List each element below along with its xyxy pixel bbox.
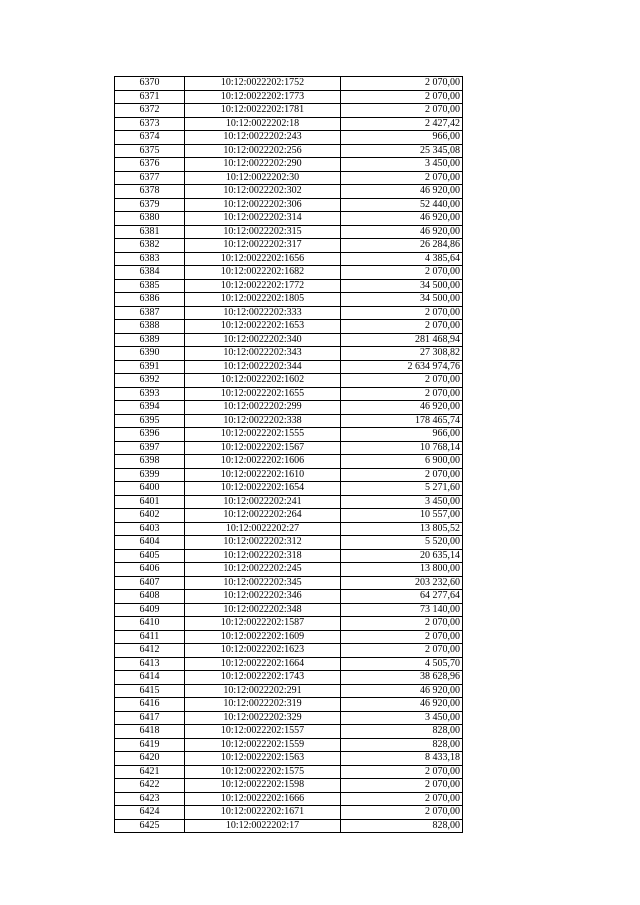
cadastral-number-cell: 10:12:0022202:1805 (185, 293, 341, 307)
amount-cell: 828,00 (341, 738, 463, 752)
row-number-cell: 6401 (115, 495, 185, 509)
row-number-cell: 6419 (115, 738, 185, 752)
cadastral-number-cell: 10:12:0022202:1555 (185, 428, 341, 442)
table-row (115, 252, 463, 266)
row-number-cell: 6400 (115, 482, 185, 496)
row-number-cell: 6410 (115, 617, 185, 631)
cadastral-number-cell: 10:12:0022202:314 (185, 212, 341, 226)
row-number-cell: 6395 (115, 414, 185, 428)
cadastral-number-cell: 10:12:0022202:1752 (185, 77, 341, 91)
cadastral-number-cell: 10:12:0022202:333 (185, 306, 341, 320)
row-number-cell: 6372 (115, 104, 185, 118)
table-row (115, 792, 463, 806)
cadastral-number-cell: 10:12:0022202:344 (185, 360, 341, 374)
table-row (115, 806, 463, 820)
cadastral-number-cell: 10:12:0022202:1567 (185, 441, 341, 455)
amount-cell: 966,00 (341, 131, 463, 145)
cadastral-number-cell: 10:12:0022202:1610 (185, 468, 341, 482)
table-row (115, 590, 463, 604)
cadastral-number-cell: 10:12:0022202:17 (185, 819, 341, 833)
cadastral-number-cell: 10:12:0022202:338 (185, 414, 341, 428)
cadastral-number-cell: 10:12:0022202:1559 (185, 738, 341, 752)
cadastral-number-cell: 10:12:0022202:1671 (185, 806, 341, 820)
table-row (115, 131, 463, 145)
cadastral-number-cell: 10:12:0022202:1772 (185, 279, 341, 293)
cadastral-number-cell: 10:12:0022202:343 (185, 347, 341, 361)
amount-cell: 2 070,00 (341, 104, 463, 118)
row-number-cell: 6402 (115, 509, 185, 523)
cadastral-number-cell: 10:12:0022202:1598 (185, 779, 341, 793)
amount-cell: 966,00 (341, 428, 463, 442)
cadastral-number-cell: 10:12:0022202:312 (185, 536, 341, 550)
amount-cell: 5 520,00 (341, 536, 463, 550)
table-row (115, 158, 463, 172)
amount-cell: 2 070,00 (341, 806, 463, 820)
table-row (115, 819, 463, 833)
cadastral-number-cell: 10:12:0022202:317 (185, 239, 341, 253)
amount-cell: 4 385,64 (341, 252, 463, 266)
row-number-cell: 6389 (115, 333, 185, 347)
amount-cell: 13 800,00 (341, 563, 463, 577)
cadastral-number-cell: 10:12:0022202:1682 (185, 266, 341, 280)
amount-cell: 2 070,00 (341, 90, 463, 104)
row-number-cell: 6388 (115, 320, 185, 334)
table-row (115, 185, 463, 199)
table-row (115, 77, 463, 91)
cadastral-number-cell: 10:12:0022202:346 (185, 590, 341, 604)
cadastral-number-cell: 10:12:0022202:290 (185, 158, 341, 172)
cadastral-number-cell: 10:12:0022202:348 (185, 603, 341, 617)
amount-cell: 6 900,00 (341, 455, 463, 469)
table-row (115, 441, 463, 455)
cadastral-number-cell: 10:12:0022202:299 (185, 401, 341, 415)
cadastral-number-cell: 10:12:0022202:1609 (185, 630, 341, 644)
cadastral-number-cell: 10:12:0022202:1664 (185, 657, 341, 671)
amount-cell: 5 271,60 (341, 482, 463, 496)
row-number-cell: 6417 (115, 711, 185, 725)
row-number-cell: 6413 (115, 657, 185, 671)
amount-cell: 34 500,00 (341, 279, 463, 293)
cadastral-number-cell: 10:12:0022202:319 (185, 698, 341, 712)
amount-cell: 64 277,64 (341, 590, 463, 604)
cadastral-number-cell: 10:12:0022202:345 (185, 576, 341, 590)
amount-cell: 2 070,00 (341, 306, 463, 320)
cadastral-number-cell: 10:12:0022202:1653 (185, 320, 341, 334)
cadastral-number-cell: 10:12:0022202:1666 (185, 792, 341, 806)
amount-cell: 52 440,00 (341, 198, 463, 212)
amount-cell: 3 450,00 (341, 158, 463, 172)
cadastral-number-cell: 10:12:0022202:18 (185, 117, 341, 131)
amount-cell: 13 805,52 (341, 522, 463, 536)
table-row (115, 684, 463, 698)
table-row (115, 360, 463, 374)
table-row (115, 468, 463, 482)
row-number-cell: 6380 (115, 212, 185, 226)
row-number-cell: 6379 (115, 198, 185, 212)
row-number-cell: 6391 (115, 360, 185, 374)
table-row (115, 725, 463, 739)
row-number-cell: 6418 (115, 725, 185, 739)
amount-cell: 2 070,00 (341, 630, 463, 644)
cadastral-number-cell: 10:12:0022202:1781 (185, 104, 341, 118)
row-number-cell: 6399 (115, 468, 185, 482)
row-number-cell: 6408 (115, 590, 185, 604)
row-number-cell: 6403 (115, 522, 185, 536)
row-number-cell: 6384 (115, 266, 185, 280)
row-number-cell: 6415 (115, 684, 185, 698)
table-row (115, 333, 463, 347)
amount-cell: 46 920,00 (341, 225, 463, 239)
amount-cell: 27 308,82 (341, 347, 463, 361)
table-body (115, 77, 463, 833)
row-number-cell: 6394 (115, 401, 185, 415)
row-number-cell: 6398 (115, 455, 185, 469)
table-row (115, 117, 463, 131)
row-number-cell: 6378 (115, 185, 185, 199)
table-row (115, 617, 463, 631)
cadastral-number-cell: 10:12:0022202:329 (185, 711, 341, 725)
row-number-cell: 6387 (115, 306, 185, 320)
table-row (115, 401, 463, 415)
amount-cell: 26 284,86 (341, 239, 463, 253)
row-number-cell: 6385 (115, 279, 185, 293)
amount-cell: 2 070,00 (341, 387, 463, 401)
amount-cell: 828,00 (341, 725, 463, 739)
table-row (115, 657, 463, 671)
row-number-cell: 6425 (115, 819, 185, 833)
amount-cell: 2 070,00 (341, 374, 463, 388)
table-row (115, 549, 463, 563)
amount-cell: 2 070,00 (341, 320, 463, 334)
row-number-cell: 6393 (115, 387, 185, 401)
row-number-cell: 6411 (115, 630, 185, 644)
amount-cell: 2 070,00 (341, 171, 463, 185)
row-number-cell: 6377 (115, 171, 185, 185)
amount-cell: 828,00 (341, 819, 463, 833)
data-table (114, 76, 463, 833)
table-row (115, 738, 463, 752)
table-row (115, 522, 463, 536)
row-number-cell: 6404 (115, 536, 185, 550)
row-number-cell: 6392 (115, 374, 185, 388)
cadastral-number-cell: 10:12:0022202:315 (185, 225, 341, 239)
cadastral-number-cell: 10:12:0022202:1563 (185, 752, 341, 766)
amount-cell: 46 920,00 (341, 401, 463, 415)
amount-cell: 10 557,00 (341, 509, 463, 523)
amount-cell: 2 070,00 (341, 779, 463, 793)
table-row (115, 536, 463, 550)
amount-cell: 46 920,00 (341, 185, 463, 199)
amount-cell: 46 920,00 (341, 698, 463, 712)
row-number-cell: 6416 (115, 698, 185, 712)
cadastral-number-cell: 10:12:0022202:1575 (185, 765, 341, 779)
cadastral-number-cell: 10:12:0022202:1602 (185, 374, 341, 388)
cadastral-number-cell: 10:12:0022202:241 (185, 495, 341, 509)
table-row (115, 576, 463, 590)
amount-cell: 2 070,00 (341, 792, 463, 806)
table-row (115, 711, 463, 725)
row-number-cell: 6396 (115, 428, 185, 442)
cadastral-number-cell: 10:12:0022202:1623 (185, 644, 341, 658)
row-number-cell: 6422 (115, 779, 185, 793)
amount-cell: 46 920,00 (341, 212, 463, 226)
row-number-cell: 6397 (115, 441, 185, 455)
table-row (115, 225, 463, 239)
table-row (115, 144, 463, 158)
amount-cell: 34 500,00 (341, 293, 463, 307)
row-number-cell: 6390 (115, 347, 185, 361)
row-number-cell: 6374 (115, 131, 185, 145)
row-number-cell: 6405 (115, 549, 185, 563)
table-row (115, 698, 463, 712)
amount-cell: 281 468,94 (341, 333, 463, 347)
table-row (115, 198, 463, 212)
row-number-cell: 6370 (115, 77, 185, 91)
cadastral-number-cell: 10:12:0022202:1587 (185, 617, 341, 631)
cadastral-number-cell: 10:12:0022202:27 (185, 522, 341, 536)
amount-cell: 8 433,18 (341, 752, 463, 766)
table-row (115, 428, 463, 442)
cadastral-number-cell: 10:12:0022202:302 (185, 185, 341, 199)
amount-cell: 3 450,00 (341, 495, 463, 509)
table-row (115, 671, 463, 685)
row-number-cell: 6381 (115, 225, 185, 239)
amount-cell: 46 920,00 (341, 684, 463, 698)
amount-cell: 2 070,00 (341, 468, 463, 482)
table-row (115, 495, 463, 509)
cadastral-number-cell: 10:12:0022202:340 (185, 333, 341, 347)
amount-cell: 73 140,00 (341, 603, 463, 617)
table-row (115, 482, 463, 496)
table-row (115, 603, 463, 617)
table-row (115, 387, 463, 401)
table-row (115, 306, 463, 320)
amount-cell: 25 345,08 (341, 144, 463, 158)
amount-cell: 2 427,42 (341, 117, 463, 131)
row-number-cell: 6376 (115, 158, 185, 172)
row-number-cell: 6420 (115, 752, 185, 766)
row-number-cell: 6409 (115, 603, 185, 617)
row-number-cell: 6424 (115, 806, 185, 820)
table-row (115, 347, 463, 361)
table-row (115, 455, 463, 469)
cadastral-number-cell: 10:12:0022202:291 (185, 684, 341, 698)
amount-cell: 38 628,96 (341, 671, 463, 685)
table-row (115, 509, 463, 523)
cadastral-number-cell: 10:12:0022202:245 (185, 563, 341, 577)
row-number-cell: 6371 (115, 90, 185, 104)
table-row (115, 279, 463, 293)
cadastral-number-cell: 10:12:0022202:1655 (185, 387, 341, 401)
table-row (115, 414, 463, 428)
row-number-cell: 6421 (115, 765, 185, 779)
cadastral-number-cell: 10:12:0022202:1654 (185, 482, 341, 496)
cadastral-number-cell: 10:12:0022202:1557 (185, 725, 341, 739)
row-number-cell: 6414 (115, 671, 185, 685)
amount-cell: 2 634 974,76 (341, 360, 463, 374)
table-row (115, 374, 463, 388)
row-number-cell: 6406 (115, 563, 185, 577)
table-row (115, 779, 463, 793)
amount-cell: 10 768,14 (341, 441, 463, 455)
row-number-cell: 6375 (115, 144, 185, 158)
table-row (115, 171, 463, 185)
amount-cell: 4 505,70 (341, 657, 463, 671)
cadastral-number-cell: 10:12:0022202:306 (185, 198, 341, 212)
row-number-cell: 6412 (115, 644, 185, 658)
amount-cell: 2 070,00 (341, 617, 463, 631)
amount-cell: 178 465,74 (341, 414, 463, 428)
row-number-cell: 6407 (115, 576, 185, 590)
cadastral-number-cell: 10:12:0022202:30 (185, 171, 341, 185)
table-row (115, 644, 463, 658)
cadastral-number-cell: 10:12:0022202:1606 (185, 455, 341, 469)
table-row (115, 266, 463, 280)
amount-cell: 2 070,00 (341, 765, 463, 779)
table-row (115, 293, 463, 307)
amount-cell: 2 070,00 (341, 266, 463, 280)
row-number-cell: 6383 (115, 252, 185, 266)
cadastral-number-cell: 10:12:0022202:1656 (185, 252, 341, 266)
table-row (115, 752, 463, 766)
cadastral-number-cell: 10:12:0022202:1743 (185, 671, 341, 685)
cadastral-number-cell: 10:12:0022202:264 (185, 509, 341, 523)
table-row (115, 630, 463, 644)
table-row (115, 90, 463, 104)
table-row (115, 320, 463, 334)
table-row (115, 563, 463, 577)
row-number-cell: 6386 (115, 293, 185, 307)
amount-cell: 2 070,00 (341, 644, 463, 658)
amount-cell: 20 635,14 (341, 549, 463, 563)
amount-cell: 3 450,00 (341, 711, 463, 725)
cadastral-number-cell: 10:12:0022202:1773 (185, 90, 341, 104)
table-row (115, 212, 463, 226)
table-row (115, 104, 463, 118)
cadastral-number-cell: 10:12:0022202:243 (185, 131, 341, 145)
amount-cell: 2 070,00 (341, 77, 463, 91)
row-number-cell: 6423 (115, 792, 185, 806)
amount-cell: 203 232,60 (341, 576, 463, 590)
cadastral-number-cell: 10:12:0022202:318 (185, 549, 341, 563)
row-number-cell: 6382 (115, 239, 185, 253)
row-number-cell: 6373 (115, 117, 185, 131)
table-row (115, 765, 463, 779)
table-row (115, 239, 463, 253)
cadastral-number-cell: 10:12:0022202:256 (185, 144, 341, 158)
